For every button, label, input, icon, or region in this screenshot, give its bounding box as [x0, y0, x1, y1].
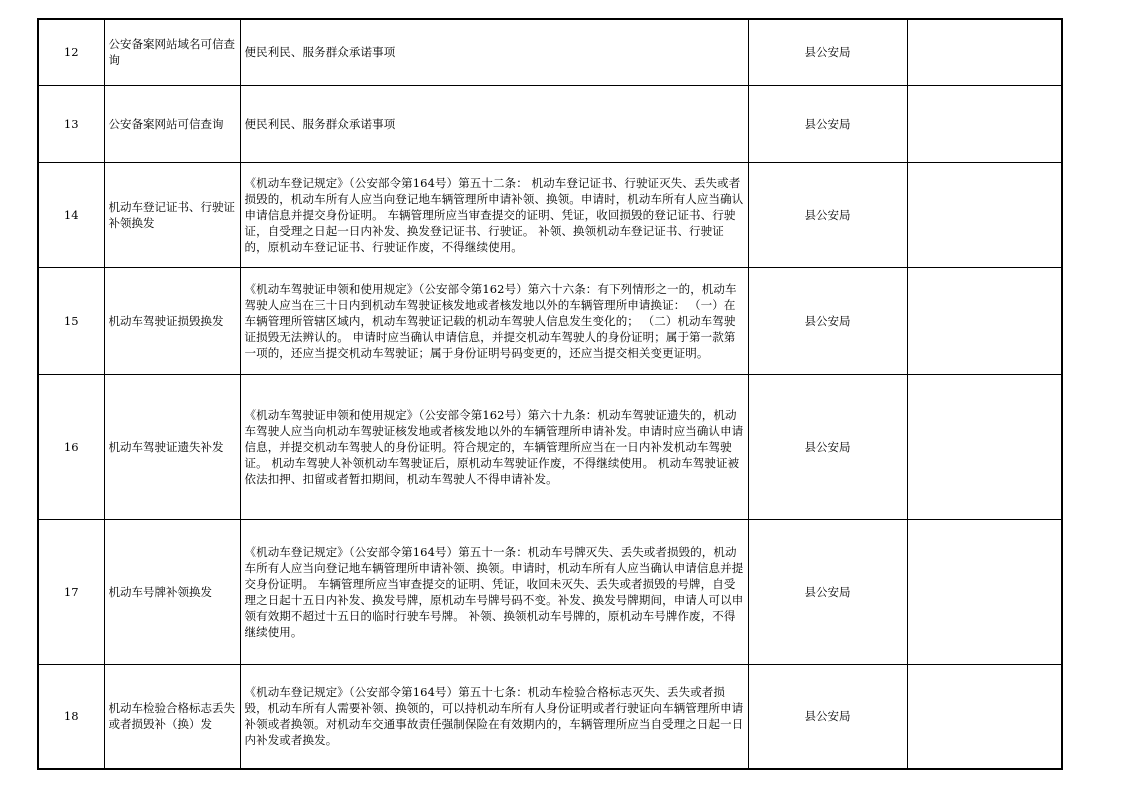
item-number: 12 [38, 19, 104, 85]
item-number: 15 [38, 267, 104, 374]
item-department: 县公安局 [748, 85, 907, 162]
item-name: 公安备案网站可信查询 [104, 85, 240, 162]
table-row [38, 85, 1062, 162]
item-number: 13 [38, 85, 104, 162]
item-department: 县公安局 [748, 162, 907, 267]
table-row [38, 267, 1062, 374]
item-number: 17 [38, 519, 104, 664]
item-note [907, 85, 1062, 162]
item-note [907, 664, 1062, 769]
item-legal-basis: 《机动车驾驶证申领和使用规定》（公安部令第162号）第六十六条：有下列情形之一的，机动车驾驶人应当在三十日内到机动车驾驶证核发地或者核发地以外的车辆管理所申请换证： （一）在车辆管理所管辖区域内，机动车驾驶证记载的机动车驾驶人信息发生变化的； （二）机动车驾驶证损毁无法辨认的。 申请时应当确认申请信息，并提交机动车驾驶人的身份证明；属于第一款第一项的，还应当提交机动车驾驶证；属于身份证明号码变更的，还应当提交相关变更证明。 [240, 267, 748, 374]
item-number: 16 [38, 374, 104, 519]
item-number: 18 [38, 664, 104, 769]
item-note [907, 162, 1062, 267]
item-number: 14 [38, 162, 104, 267]
item-name: 机动车检验合格标志丢失或者损毁补（换）发 [104, 664, 240, 769]
item-name: 机动车号牌补领换发 [104, 519, 240, 664]
item-department: 县公安局 [748, 19, 907, 85]
item-department: 县公安局 [748, 267, 907, 374]
table-row [38, 374, 1062, 519]
item-department: 县公安局 [748, 374, 907, 519]
table-row [38, 519, 1062, 664]
item-legal-basis: 便民利民、服务群众承诺事项 [240, 85, 748, 162]
table-row [38, 162, 1062, 267]
item-legal-basis: 《机动车驾驶证申领和使用规定》（公安部令第162号）第六十九条：机动车驾驶证遗失的，机动车驾驶人应当向机动车驾驶证核发地或者核发地以外的车辆管理所申请补发。申请时应当确认申请信息，并提交机动车驾驶人的身份证明。符合规定的，车辆管理所应当在一日内补发机动车驾驶证。 机动车驾驶人补领机动车驾驶证后，原机动车驾驶证作废，不得继续使用。 机动车驾驶证被依法扣押、扣留或者暂扣期间，机动车驾驶人不得申请补发。 [240, 374, 748, 519]
table-row [38, 664, 1062, 769]
item-legal-basis: 《机动车登记规定》（公安部令第164号）第五十二条： 机动车登记证书、行驶证灭失、丢失或者损毁的，机动车所有人应当向登记地车辆管理所申请补领、换领。申请时，机动车所有人应当确认申请信息并提交身份证明。 车辆管理所应当审查提交的证明、凭证，收回损毁的登记证书、行驶证，自受理之日起一日内补发、换发登记证书、行驶证。 补领、换领机动车登记证书、行驶证的，原机动车登记证书、行驶证作废，不得继续使用。 [240, 162, 748, 267]
item-name: 机动车登记证书、行驶证补领换发 [104, 162, 240, 267]
item-legal-basis: 《机动车登记规定》（公安部令第164号）第五十七条：机动车检验合格标志灭失、丢失或者损毁，机动车所有人需要补领、换领的，可以持机动车所有人身份证明或者行驶证向车辆管理所申请补领或者换领。对机动车交通事故责任强制保险在有效期内的，车辆管理所应当自受理之日起一日内补发或者换发。 [240, 664, 748, 769]
item-name: 机动车驾驶证损毁换发 [104, 267, 240, 374]
table-row [38, 19, 1062, 85]
item-note [907, 19, 1062, 85]
item-department: 县公安局 [748, 664, 907, 769]
item-note [907, 374, 1062, 519]
item-name: 公安备案网站域名可信查询 [104, 19, 240, 85]
item-department: 县公安局 [748, 519, 907, 664]
item-legal-basis: 便民利民、服务群众承诺事项 [240, 19, 748, 85]
service-items-table [37, 18, 1063, 770]
item-note [907, 267, 1062, 374]
item-name: 机动车驾驶证遗失补发 [104, 374, 240, 519]
item-note [907, 519, 1062, 664]
item-legal-basis: 《机动车登记规定》（公安部令第164号）第五十一条：机动车号牌灭失、丢失或者损毁的，机动车所有人应当向登记地车辆管理所申请补领、换领。申请时，机动车所有人应当确认申请信息并提交身份证明。 车辆管理所应当审查提交的证明、凭证，收回未灭失、丢失或者损毁的号牌，自受理之日起十五日内补发、换发号牌，原机动车号牌号码不变。补发、换发号牌期间，申请人可以申领有效期不超过十五日的临时行驶车号牌。 补领、换领机动车号牌的，原机动车号牌作废，不得继续使用。 [240, 519, 748, 664]
